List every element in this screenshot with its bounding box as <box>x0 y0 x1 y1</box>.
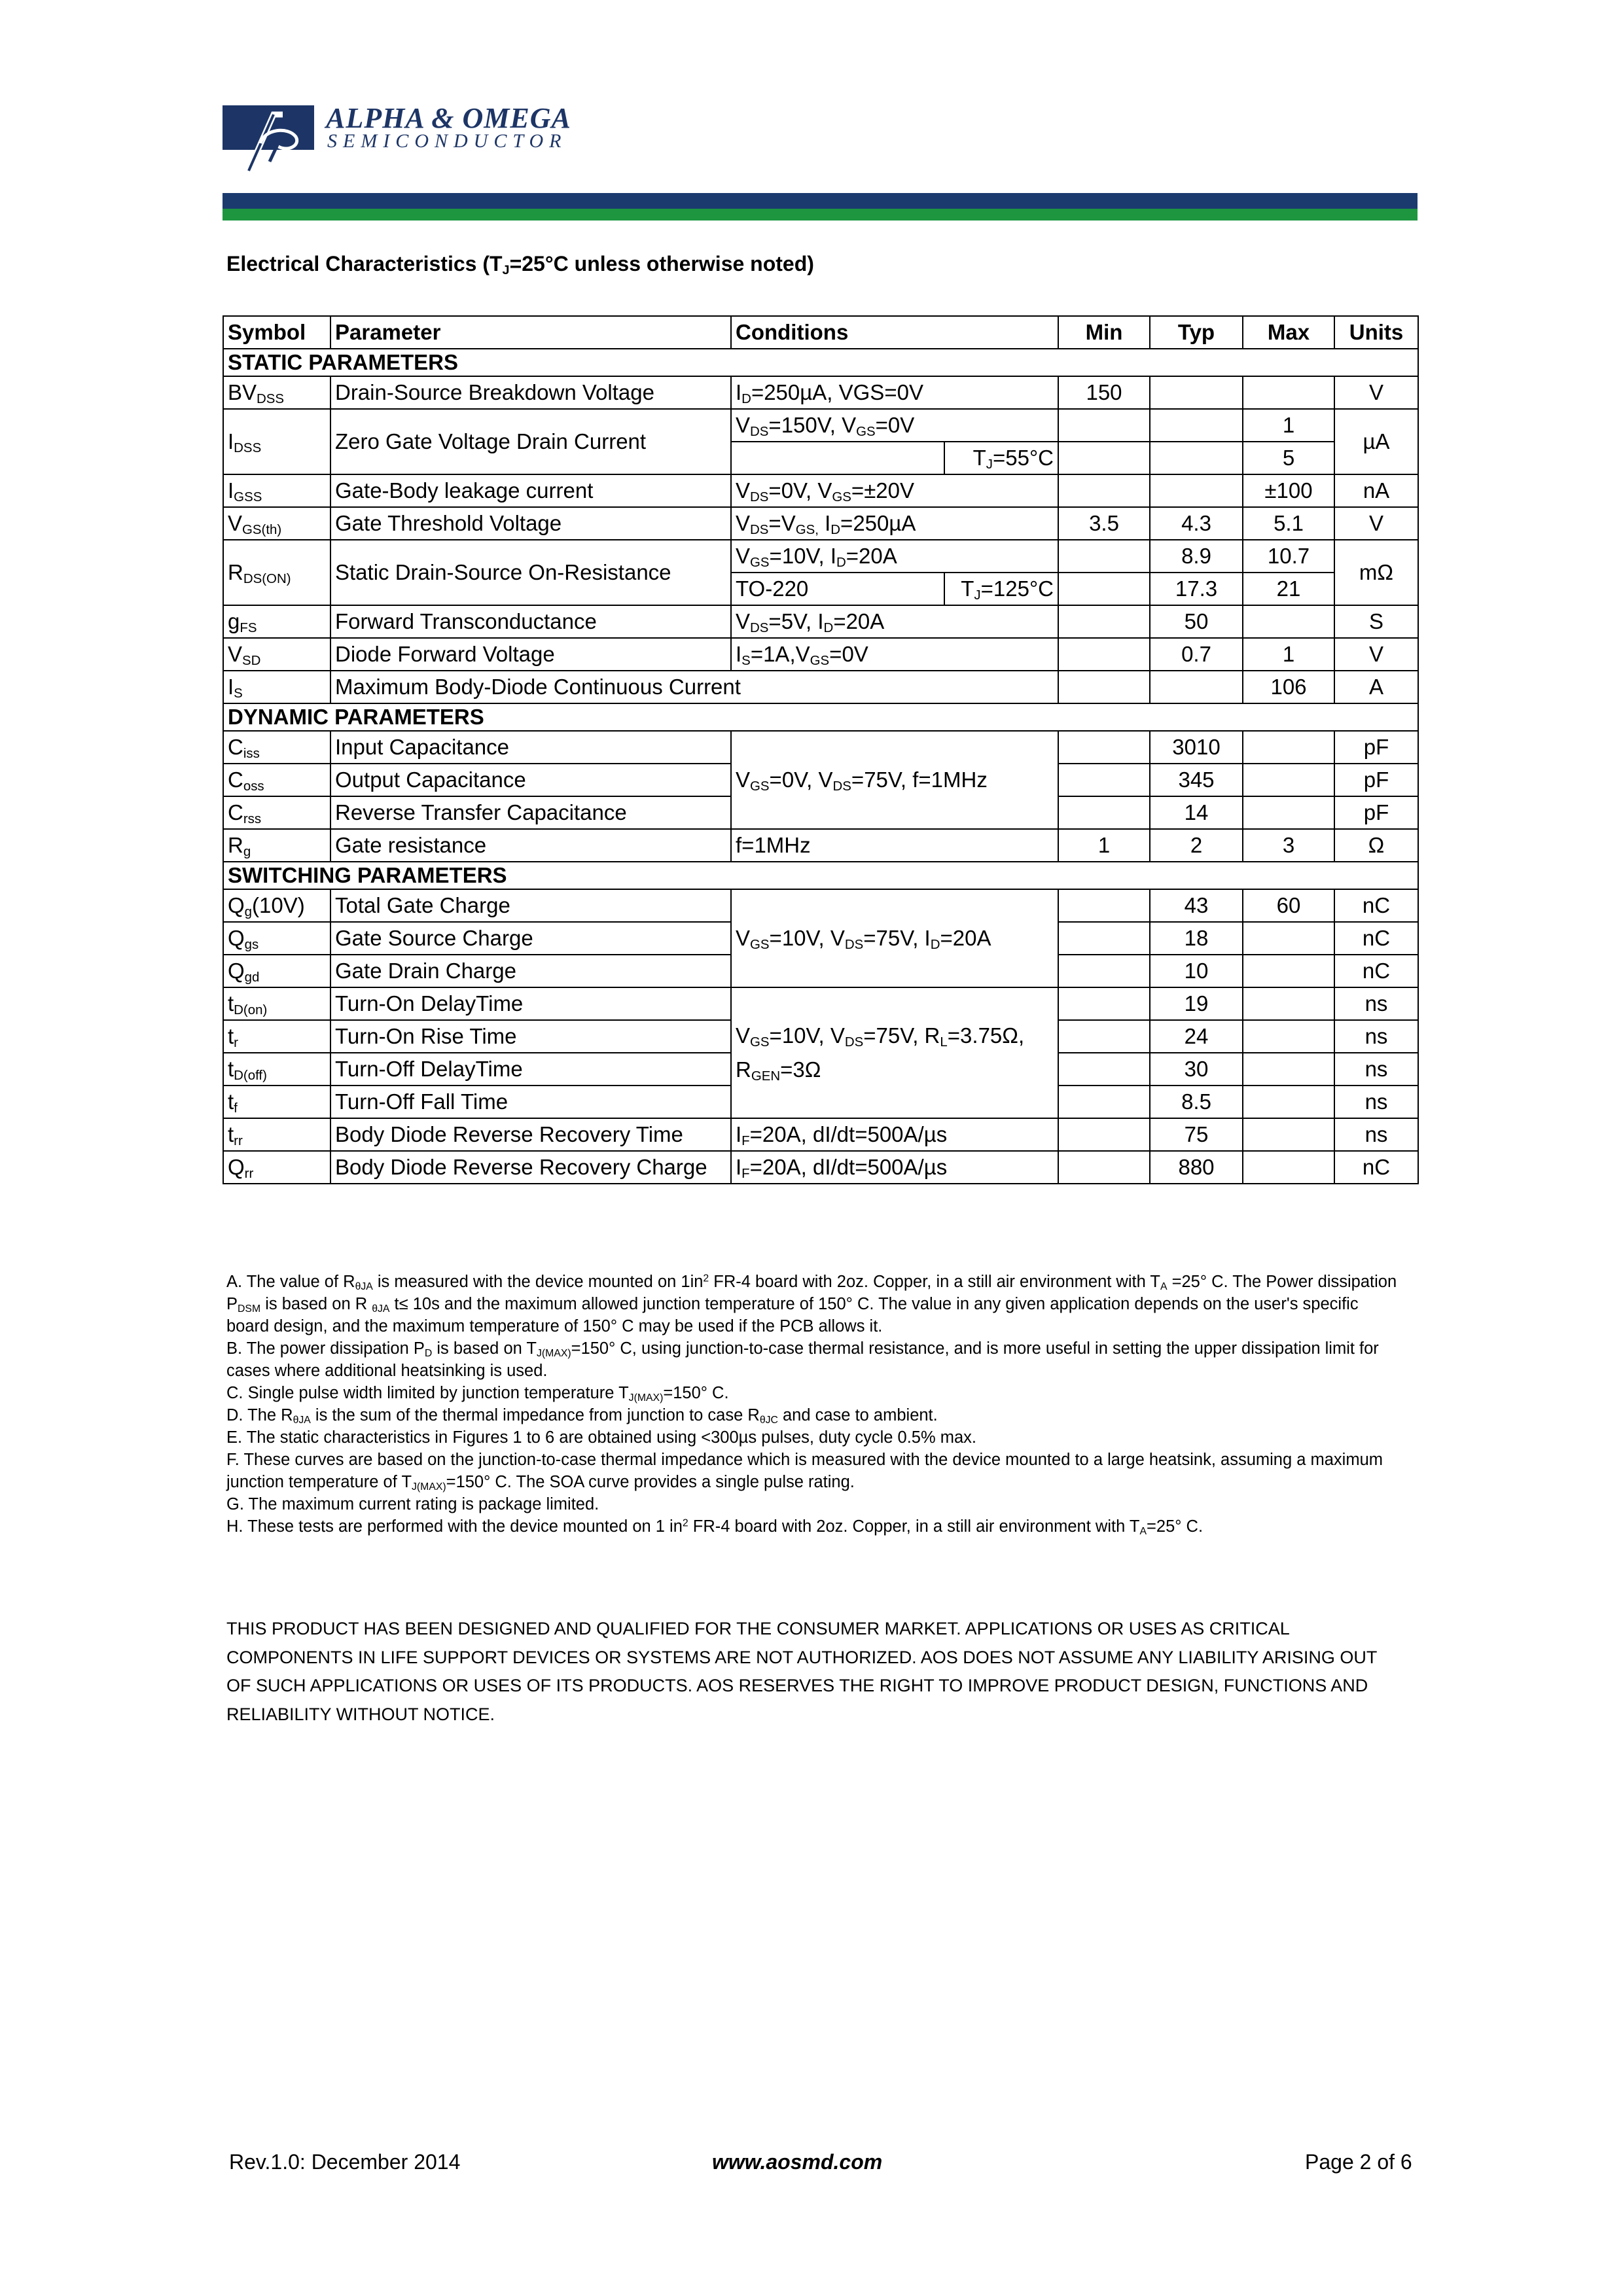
max-cell <box>1243 1053 1334 1086</box>
symbol-cell: $t_{D(off)}$ <box>223 1053 330 1086</box>
header-parameter: Parameter <box>330 316 731 349</box>
conditions-cell: $I_F=20A$, dI/dt=500A/µs <box>731 1118 1058 1151</box>
note-d: D. The $R_{\theta JA}$ is the sum of the thermal impedance from junction to case $R_{\theta JC}$ and case to ambient. <box>226 1406 938 1426</box>
table-row <box>223 671 1418 703</box>
max-cell <box>1243 1151 1334 1184</box>
typ-cell: 2 <box>1150 829 1243 862</box>
parameter-cell: Drain-Source Breakdown Voltage <box>330 376 731 409</box>
header-typ: Typ <box>1150 316 1243 349</box>
max-cell <box>1243 987 1334 1020</box>
typ-cell: 8.9 <box>1150 540 1243 573</box>
units-cell: ns <box>1334 987 1418 1020</box>
conditions-cell: $V_{DS}=150V$, $V_{GS}=0V$ <box>731 409 1058 442</box>
symbol-cell: $Q_{rr}$ <box>223 1151 330 1184</box>
section-row <box>223 862 1418 889</box>
units-cell: pF <box>1334 764 1418 796</box>
conditions-cell: $I_D=250\mu A$, VGS=0V <box>731 376 1058 409</box>
parameter-cell: Static Drain-Source On-Resistance <box>330 540 731 605</box>
note-h: H. These tests are performed with the device mounted on 1 $in^2$ FR-4 board with 2oz. Copper, in a still air environment with $T_A=25^\circ$ C. <box>226 1517 1204 1537</box>
typ-cell: 14 <box>1150 796 1243 829</box>
footer-website-link[interactable]: www.aosmd.com <box>712 2150 883 2174</box>
symbol-cell: $BV_{DSS}$ <box>223 376 330 409</box>
typ-cell: 50 <box>1150 605 1243 638</box>
min-cell: 150 <box>1058 376 1150 409</box>
header-min: Min <box>1058 316 1150 349</box>
min-cell <box>1058 987 1150 1020</box>
units-cell: V <box>1334 638 1418 671</box>
typ-cell: 43 <box>1150 889 1243 922</box>
max-cell: ±100 <box>1243 474 1334 507</box>
units-cell: ns <box>1334 1020 1418 1053</box>
company-logo <box>223 101 589 173</box>
min-cell <box>1058 889 1150 922</box>
max-cell: 1 <box>1243 638 1334 671</box>
units-cell: nC <box>1334 922 1418 955</box>
note-g: G. The maximum current rating is package limited. <box>226 1495 599 1513</box>
min-cell <box>1058 731 1150 764</box>
table-row <box>223 409 1418 442</box>
min-cell <box>1058 540 1150 573</box>
symbol-cell: $I_{DSS}$ <box>223 409 330 474</box>
max-cell: 5 <box>1243 442 1334 474</box>
header-conditions: Conditions <box>731 316 1058 349</box>
table-row <box>223 731 1418 764</box>
min-cell <box>1058 605 1150 638</box>
symbol-cell: $t_f$ <box>223 1086 330 1118</box>
symbol-cell: $t_{D(on)}$ <box>223 987 330 1020</box>
typ-cell: 18 <box>1150 922 1243 955</box>
symbol-cell: $V_{SD}$ <box>223 638 330 671</box>
note-b: B. The power dissipation $P_D$ is based on $T_{J(MAX)}=150^\circ$ C, using junction-to-case thermal resistance, and is more useful in setting the upper dissipation limit for cases where additional heatsinking is used. <box>226 1339 1379 1380</box>
symbol-cell: $g_{FS}$ <box>223 605 330 638</box>
parameter-cell: Turn-On Rise Time <box>330 1020 731 1053</box>
symbol-cell: $I_{GSS}$ <box>223 474 330 507</box>
max-cell <box>1243 764 1334 796</box>
section-title: Electrical Characteristics ($T_J=25^\circ C$ unless otherwise noted) <box>226 252 814 277</box>
parameter-cell: Input Capacitance <box>330 731 731 764</box>
table-row <box>223 1118 1418 1151</box>
conditions-cell: $V_{GS}=0V$, $V_{DS}=75V$, f=1MHz <box>731 731 1058 829</box>
brand-subtitle: SEMICONDUCTOR <box>327 130 567 152</box>
parameter-cell: Gate Threshold Voltage <box>330 507 731 540</box>
conditions-cell <box>731 442 944 474</box>
conditions-cell: $V_{DS}=0V$, $V_{GS}=\pm 20V$ <box>731 474 1058 507</box>
table-row <box>223 540 1418 573</box>
parameter-cell: Gate resistance <box>330 829 731 862</box>
symbol-cell: $Q_{gs}$ <box>223 922 330 955</box>
header-symbol: Symbol <box>223 316 330 349</box>
symbol-cell: $C_{iss}$ <box>223 731 330 764</box>
typ-cell: 345 <box>1150 764 1243 796</box>
section-row <box>223 703 1418 731</box>
max-cell <box>1243 922 1334 955</box>
min-cell <box>1058 573 1150 605</box>
section-switching: SWITCHING PARAMETERS <box>223 862 1418 889</box>
header-units: Units <box>1334 316 1418 349</box>
min-cell <box>1058 671 1150 703</box>
parameter-cell: Turn-Off Fall Time <box>330 1086 731 1118</box>
min-cell <box>1058 1053 1150 1086</box>
units-cell: S <box>1334 605 1418 638</box>
typ-cell <box>1150 474 1243 507</box>
max-cell: 21 <box>1243 573 1334 605</box>
min-cell <box>1058 1151 1150 1184</box>
typ-cell: 0.7 <box>1150 638 1243 671</box>
parameter-cell: Zero Gate Voltage Drain Current <box>330 409 731 474</box>
typ-cell <box>1150 671 1243 703</box>
conditions-cell: f=1MHz <box>731 829 1058 862</box>
tj-condition-cell: $T_J=55^\circ C$ <box>944 442 1058 474</box>
conditions-cell: $V_{GS}=10V$, $I_D=20A$ <box>731 540 1058 573</box>
max-cell: 10.7 <box>1243 540 1334 573</box>
typ-cell: 10 <box>1150 955 1243 987</box>
max-cell <box>1243 731 1334 764</box>
units-cell: V <box>1334 507 1418 540</box>
symbol-cell: $R_g$ <box>223 829 330 862</box>
table-row <box>223 507 1418 540</box>
typ-cell: 75 <box>1150 1118 1243 1151</box>
parameter-cell: Maximum Body-Diode Continuous Current <box>330 671 1058 703</box>
parameter-cell: Turn-On DelayTime <box>330 987 731 1020</box>
table-row <box>223 474 1418 507</box>
symbol-cell: $t_{rr}$ <box>223 1118 330 1151</box>
min-cell <box>1058 1118 1150 1151</box>
footer-page-number: Page 2 of 6 <box>1305 2150 1412 2174</box>
parameter-cell: Total Gate Charge <box>330 889 731 922</box>
max-cell <box>1243 605 1334 638</box>
units-cell: µA <box>1334 409 1418 474</box>
typ-cell <box>1150 409 1243 442</box>
conditions-cell: $V_{DS}=V_{GS,}$ $I_D=250\mu A$ <box>731 507 1058 540</box>
parameter-cell: Gate Drain Charge <box>330 955 731 987</box>
max-cell: 60 <box>1243 889 1334 922</box>
max-cell <box>1243 1020 1334 1053</box>
max-cell: 1 <box>1243 409 1334 442</box>
max-cell: 3 <box>1243 829 1334 862</box>
typ-cell: 24 <box>1150 1020 1243 1053</box>
symbol-cell: $Q_{gd}$ <box>223 955 330 987</box>
table-header-row <box>223 316 1418 349</box>
parameter-cell: Output Capacitance <box>330 764 731 796</box>
parameter-cell: Forward Transconductance <box>330 605 731 638</box>
max-cell <box>1243 376 1334 409</box>
min-cell <box>1058 955 1150 987</box>
note-c: C. Single pulse width limited by junction temperature $T_{J(MAX)}=150^\circ$ C. <box>226 1384 729 1404</box>
units-cell: ns <box>1334 1086 1418 1118</box>
min-cell <box>1058 796 1150 829</box>
section-row <box>223 349 1418 376</box>
max-cell <box>1243 796 1334 829</box>
conditions-cell: $V_{GS}=10V$, $V_{DS}=75V$, $I_D=20A$ <box>731 889 1058 987</box>
min-cell <box>1058 1020 1150 1053</box>
units-cell: pF <box>1334 796 1418 829</box>
min-cell <box>1058 922 1150 955</box>
conditions-cell: $V_{DS}=5V$, $I_D=20A$ <box>731 605 1058 638</box>
note-a: A. The value of $R_{\theta JA}$ is measured with the device mounted on $1in^2$ FR-4 board with 2oz. Copper, in a still air environment with $T_A =25^\circ$ C. The Power dissipation $P_{DSM}$ is based on R $_{\theta JA}$ t≤ 10s and the maximum allowed junction temperature of 150° C. The value in any given application depends on the user's specific board design, and the maximum temperature of 150° C may be used if the PCB allows it. <box>226 1273 1397 1335</box>
units-cell: ns <box>1334 1053 1418 1086</box>
parameter-cell: Gate-Body leakage current <box>330 474 731 507</box>
units-cell: V <box>1334 376 1418 409</box>
units-cell: nC <box>1334 1151 1418 1184</box>
table-row <box>223 638 1418 671</box>
typ-cell: 4.3 <box>1150 507 1243 540</box>
min-cell: 1 <box>1058 829 1150 862</box>
parameter-cell: Gate Source Charge <box>330 922 731 955</box>
alpha-omega-logo-icon <box>223 103 314 175</box>
typ-cell <box>1150 442 1243 474</box>
electrical-characteristics-table <box>223 315 1419 1184</box>
min-cell <box>1058 409 1150 442</box>
typ-cell: 880 <box>1150 1151 1243 1184</box>
min-cell <box>1058 638 1150 671</box>
header-max: Max <box>1243 316 1334 349</box>
table-row <box>223 889 1418 922</box>
footnotes <box>226 1271 1398 1538</box>
units-cell: A <box>1334 671 1418 703</box>
parameter-cell: Turn-Off DelayTime <box>330 1053 731 1086</box>
symbol-cell: $V_{GS(th)}$ <box>223 507 330 540</box>
max-cell <box>1243 1118 1334 1151</box>
parameter-cell: Body Diode Reverse Recovery Time <box>330 1118 731 1151</box>
min-cell <box>1058 764 1150 796</box>
parameter-cell: Diode Forward Voltage <box>330 638 731 671</box>
parameter-cell: Body Diode Reverse Recovery Charge <box>330 1151 731 1184</box>
table-row <box>223 605 1418 638</box>
units-cell: nC <box>1334 889 1418 922</box>
typ-cell: 8.5 <box>1150 1086 1243 1118</box>
header-band-blue <box>223 193 1418 209</box>
typ-cell: 19 <box>1150 987 1243 1020</box>
conditions-cell: $I_F=20A$, dI/dt=500A/µs <box>731 1151 1058 1184</box>
section-dynamic: DYNAMIC PARAMETERS <box>223 703 1418 731</box>
table-row <box>223 376 1418 409</box>
tj-condition-cell: $T_J=125^\circ C$ <box>944 573 1058 605</box>
min-cell <box>1058 474 1150 507</box>
symbol-cell: $I_S$ <box>223 671 330 703</box>
typ-cell: 3010 <box>1150 731 1243 764</box>
units-cell: nC <box>1334 955 1418 987</box>
brand-name: ALPHA & OMEGA <box>326 102 571 134</box>
note-e: E. The static characteristics in Figures 1 to 6 are obtained using <300µs pulses, duty cycle 0.5% max. <box>226 1428 977 1447</box>
table-row <box>223 1151 1418 1184</box>
parameter-cell: Reverse Transfer Capacitance <box>330 796 731 829</box>
units-cell: nA <box>1334 474 1418 507</box>
min-cell <box>1058 442 1150 474</box>
typ-cell: 17.3 <box>1150 573 1243 605</box>
max-cell: 106 <box>1243 671 1334 703</box>
units-cell: Ω <box>1334 829 1418 862</box>
typ-cell: 30 <box>1150 1053 1243 1086</box>
table-row <box>223 987 1418 1020</box>
note-f: F. These curves are based on the junction-to-case thermal impedance which is measured with the device mounted to a large heatsink, assuming a maximum junction temperature of $T_{J(MAX)}=150^\circ$ C. The SOA curve provides a single pulse rating. <box>226 1451 1383 1492</box>
units-cell: mΩ <box>1334 540 1418 605</box>
package-cell: TO-220 <box>731 573 944 605</box>
typ-cell <box>1150 376 1243 409</box>
symbol-cell: $C_{oss}$ <box>223 764 330 796</box>
symbol-cell: $R_{DS(ON)}$ <box>223 540 330 605</box>
symbol-cell: $C_{rss}$ <box>223 796 330 829</box>
conditions-cell: $V_{GS}=10V$, $V_{DS}=75V$, $R_L=3.75\Omega$, $R_{GEN}=3\Omega$ <box>731 987 1058 1118</box>
max-cell <box>1243 1086 1334 1118</box>
min-cell: 3.5 <box>1058 507 1150 540</box>
conditions-cell: $I_S=1A,V_{GS}=0V$ <box>731 638 1058 671</box>
max-cell: 5.1 <box>1243 507 1334 540</box>
footer-revision: Rev.1.0: December 2014 <box>229 2150 461 2174</box>
table-row <box>223 829 1418 862</box>
disclaimer: THIS PRODUCT HAS BEEN DESIGNED AND QUALIFIED FOR THE CONSUMER MARKET. APPLICATIONS OR USES AS CRITICAL COMPONENTS IN LIFE SUPPORT DEVICES OR SYSTEMS ARE NOT AUTHORIZED. AOS DOES NOT ASSUME ANY LIABILITY ARISING OUT OF SUCH APPLICATIONS OR USES OF ITS PRODUCTS. AOS RESERVES THE RIGHT TO IMPROVE PRODUCT DESIGN, FUNCTIONS AND RELIABILITY WITHOUT NOTICE. <box>226 1619 1377 1724</box>
section-static: STATIC PARAMETERS <box>223 349 1418 376</box>
min-cell <box>1058 1086 1150 1118</box>
symbol-cell: $Q_g(10V)$ <box>223 889 330 922</box>
symbol-cell: $t_r$ <box>223 1020 330 1053</box>
units-cell: pF <box>1334 731 1418 764</box>
max-cell <box>1243 955 1334 987</box>
units-cell: ns <box>1334 1118 1418 1151</box>
header-band-green <box>223 209 1418 221</box>
